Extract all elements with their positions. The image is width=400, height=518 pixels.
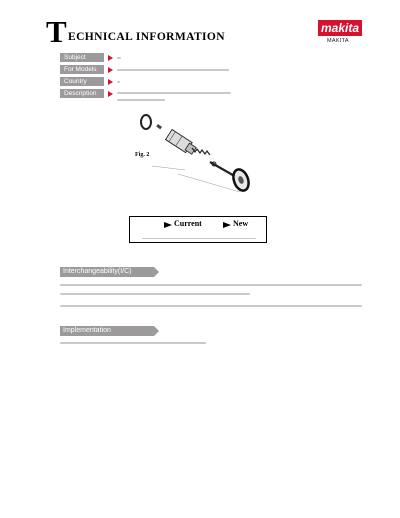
country-label: Country [60, 77, 104, 86]
section-interchangeability: Interchangeability(I/C) [60, 267, 154, 277]
legend-caption [142, 238, 256, 239]
interchangeability-line-3 [60, 305, 362, 307]
new-arrow-icon [223, 222, 231, 228]
page-title: ECHNICAL INFORMATION [68, 31, 225, 43]
description-label: Description [60, 89, 104, 98]
flag-icon [108, 79, 113, 85]
flag-icon [108, 91, 113, 97]
figure-label: Fig. 2 [135, 152, 150, 158]
subject-value [117, 57, 121, 59]
current-arrow-icon [164, 222, 172, 228]
spindle-part [166, 130, 198, 156]
pin-part [156, 124, 162, 129]
legend-current: Current [174, 219, 202, 228]
logo-subtitle: MAKITA [327, 38, 349, 44]
for-models-label: For Models [60, 65, 104, 74]
ring-part [141, 115, 151, 129]
title-initial: T [46, 14, 67, 49]
section-tip-icon [154, 326, 159, 336]
for-models-value [117, 69, 229, 71]
section-implementation: Implementation [60, 326, 154, 336]
parts-diagram [130, 108, 260, 200]
section-tip-icon [154, 267, 159, 277]
legend-new: New [233, 219, 249, 228]
subject-label: Subject [60, 53, 104, 62]
description-line-2 [117, 99, 165, 101]
makita-logo: makita [318, 20, 362, 36]
country-value [117, 81, 120, 83]
description-line-1 [117, 92, 231, 94]
flag-icon [108, 55, 113, 61]
implementation-line [60, 342, 206, 344]
legend-box [129, 216, 267, 243]
flag-icon [108, 67, 113, 73]
interchangeability-line-2 [60, 293, 250, 295]
interchangeability-line-1 [60, 284, 362, 286]
